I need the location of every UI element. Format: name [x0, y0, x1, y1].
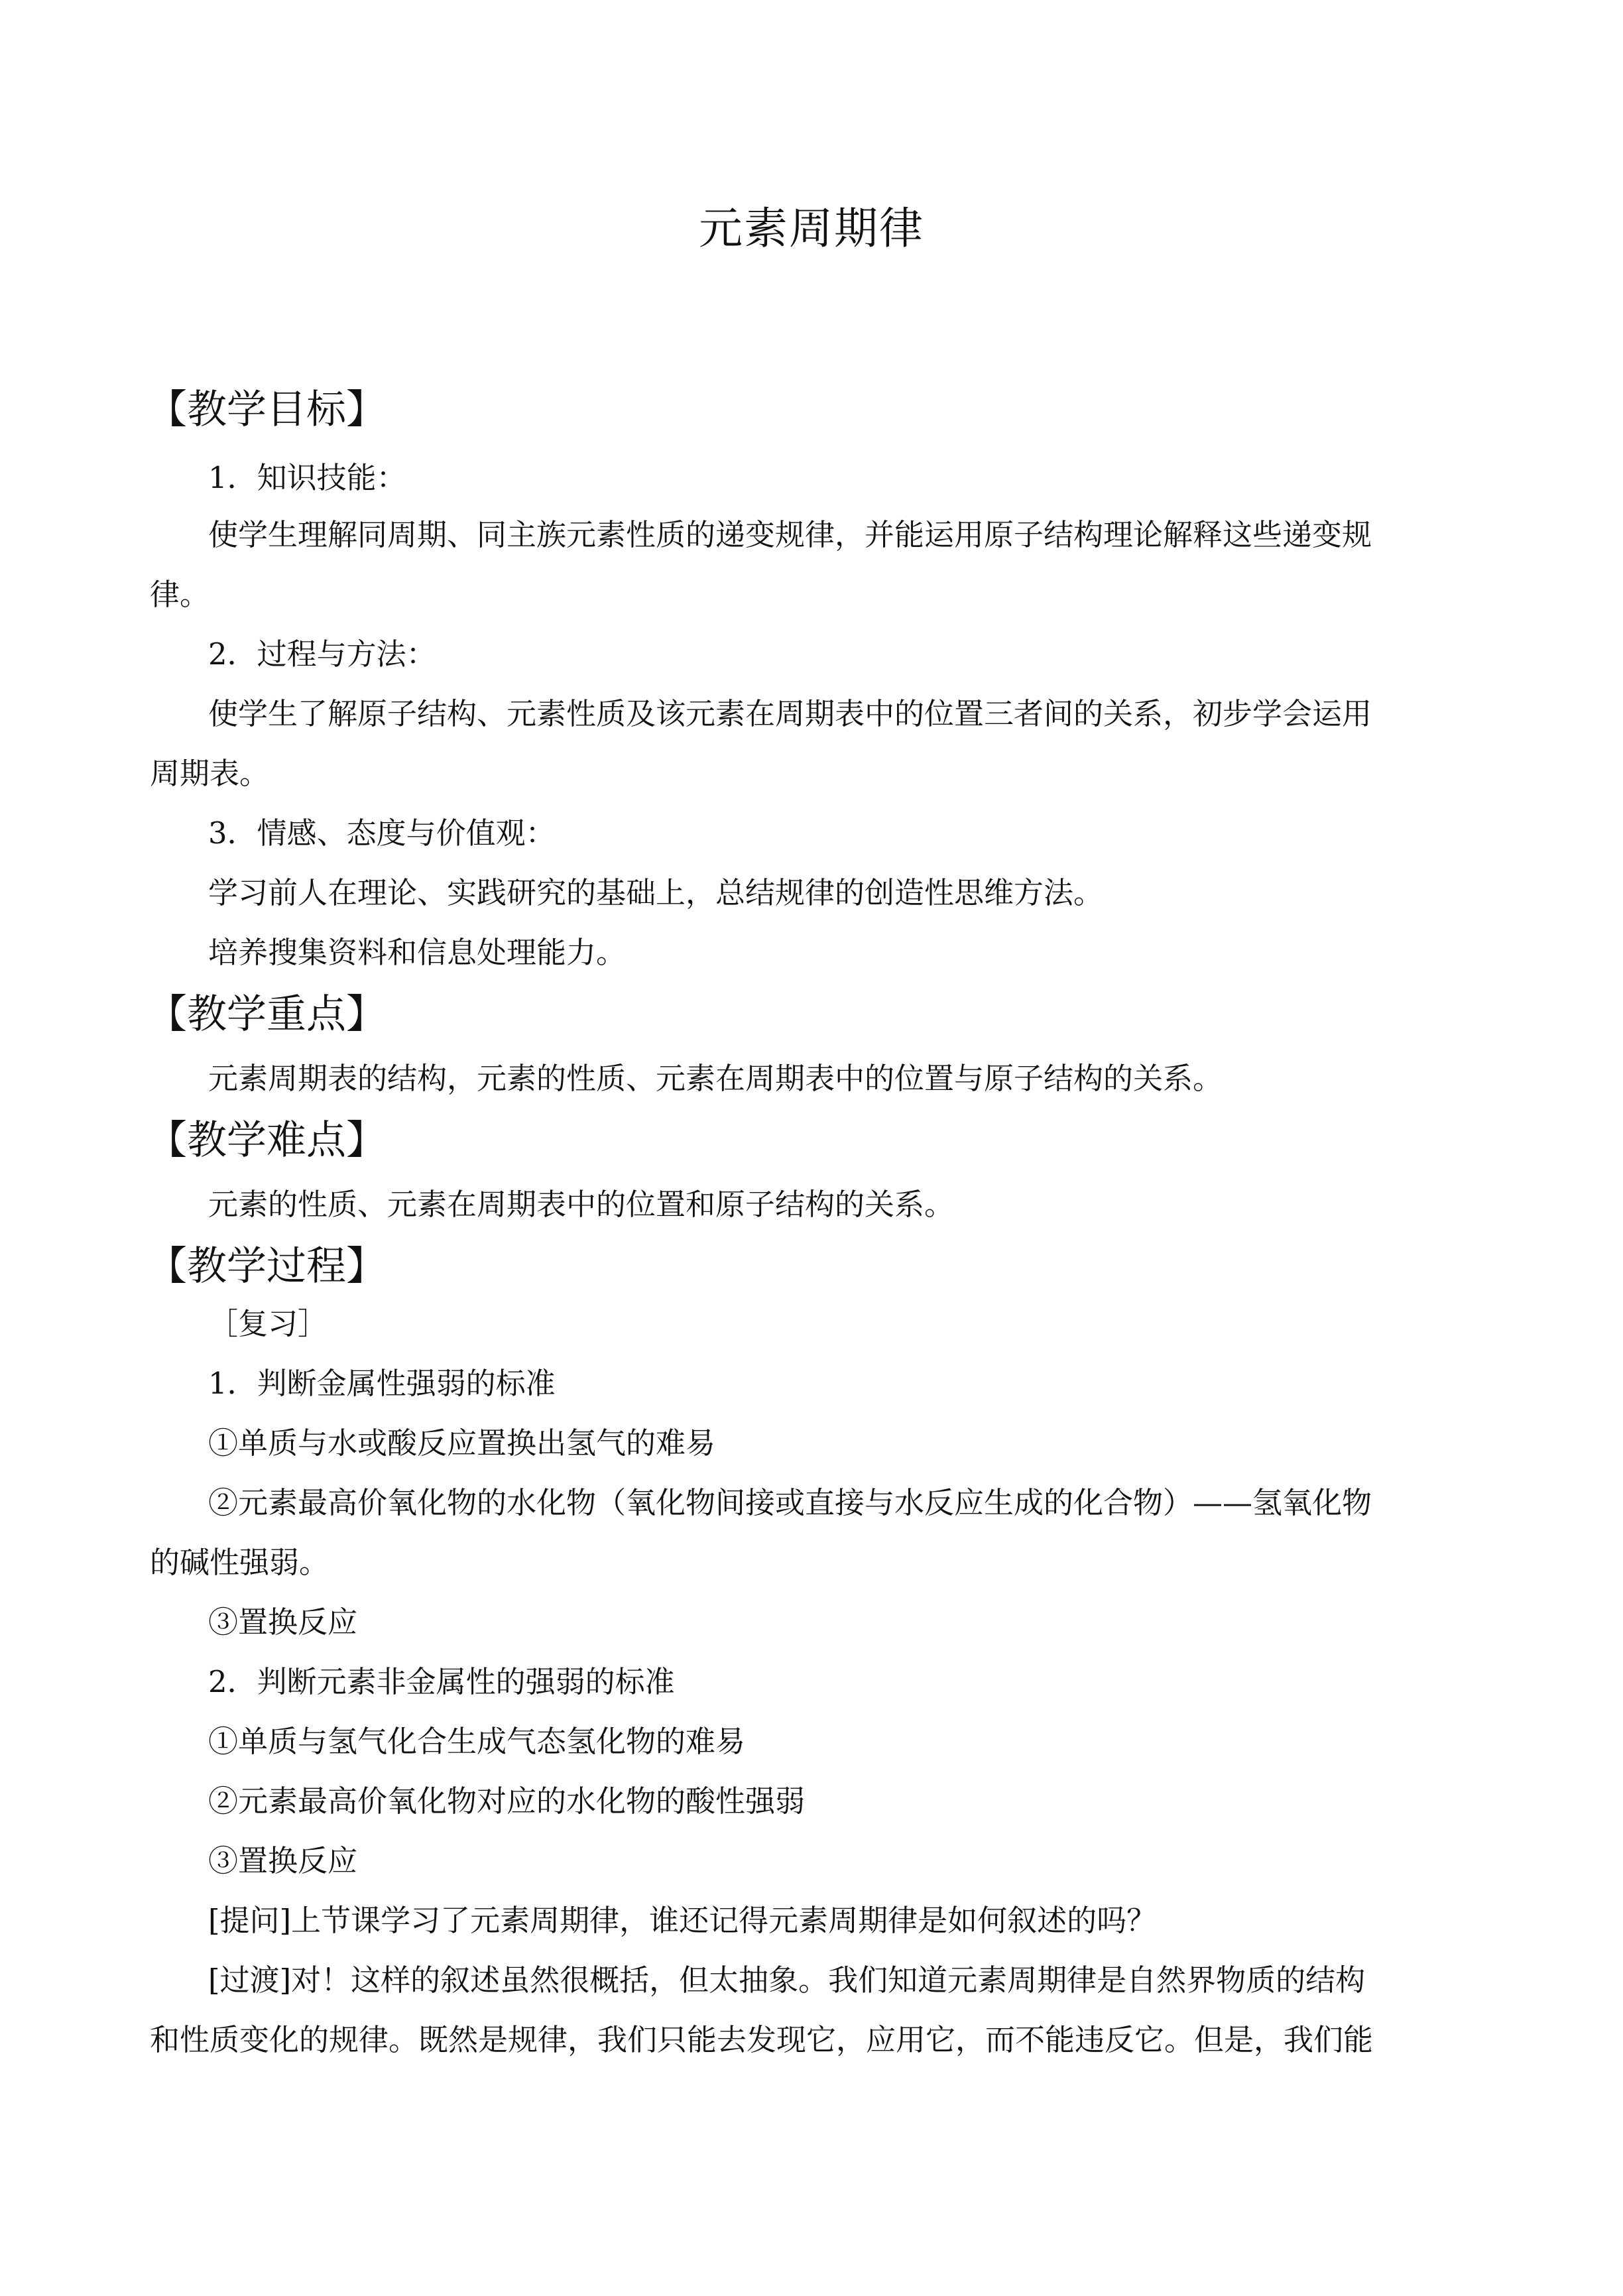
metal-criterion-2: ②元素最高价氧化物的水化物（氧化物间接或直接与水反应生成的化合物）——氢氧化物 [208, 1485, 1372, 1520]
nonmetal-criterion-2: ②元素最高价氧化物对应的水化物的酸性强弱 [208, 1783, 806, 1819]
metal-criterion-3: ③置换反应 [208, 1604, 358, 1640]
metal-criterion-2-cont: 的碱性强弱。 [150, 1545, 330, 1580]
nonmetal-criteria-label: 2．判断元素非金属性的强弱的标准 [208, 1664, 675, 1699]
objective-2-label: 2．过程与方法： [208, 636, 436, 672]
document-title: 元素周期律 [699, 203, 924, 254]
objective-3-label: 3．情感、态度与价值观： [208, 816, 556, 851]
nonmetal-criterion-1: ①单质与氢气化合生成气态氢化物的难易 [208, 1724, 746, 1759]
heading-key-points: 【教学重点】 [147, 991, 386, 1038]
review-label: ［复习］ [208, 1306, 328, 1341]
objective-2-text: 使学生了解原子结构、元素性质及该元素在周期表中的位置三者间的关系，初步学会运用 [208, 696, 1372, 731]
objective-2-text-cont: 周期表。 [150, 756, 270, 791]
heading-objectives: 【教学目标】 [147, 387, 386, 433]
key-points-text: 元素周期表的结构，元素的性质、元素在周期表中的位置与原子结构的关系。 [208, 1061, 1223, 1096]
metal-criteria-label: 1．判断金属性强弱的标准 [208, 1366, 556, 1401]
objective-1-text-cont: 律。 [150, 577, 210, 612]
heading-process: 【教学过程】 [147, 1243, 386, 1290]
objective-1-text: 使学生理解同周期、同主族元素性质的递变规律，并能运用原子结构理论解释这些递变规 [208, 517, 1372, 552]
objective-3-text: 学习前人在理论、实践研究的基础上，总结规律的创造性思维方法。 [208, 875, 1104, 910]
nonmetal-criterion-3: ③置换反应 [208, 1843, 358, 1878]
objective-1-label: 1．知识技能： [208, 460, 406, 495]
objective-3-text-2: 培养搜集资料和信息处理能力。 [208, 935, 627, 970]
difficulties-text: 元素的性质、元素在周期表中的位置和原子结构的关系。 [208, 1187, 955, 1222]
metal-criterion-1: ①单质与水或酸反应置换出氢气的难易 [208, 1425, 716, 1461]
question-text: [提问]上节课学习了元素周期律，谁还记得元素周期律是如何叙述的吗？ [208, 1903, 1157, 1938]
transition-text: [过渡]对！这样的叙述虽然很概括，但太抽象。我们知道元素周期律是自然界物质的结构 [208, 1963, 1366, 1998]
transition-text-cont: 和性质变化的规律。既然是规律，我们只能去发现它，应用它，而不能违反它。但是，我们能 [150, 2022, 1374, 2057]
heading-difficulties: 【教学难点】 [147, 1117, 386, 1164]
